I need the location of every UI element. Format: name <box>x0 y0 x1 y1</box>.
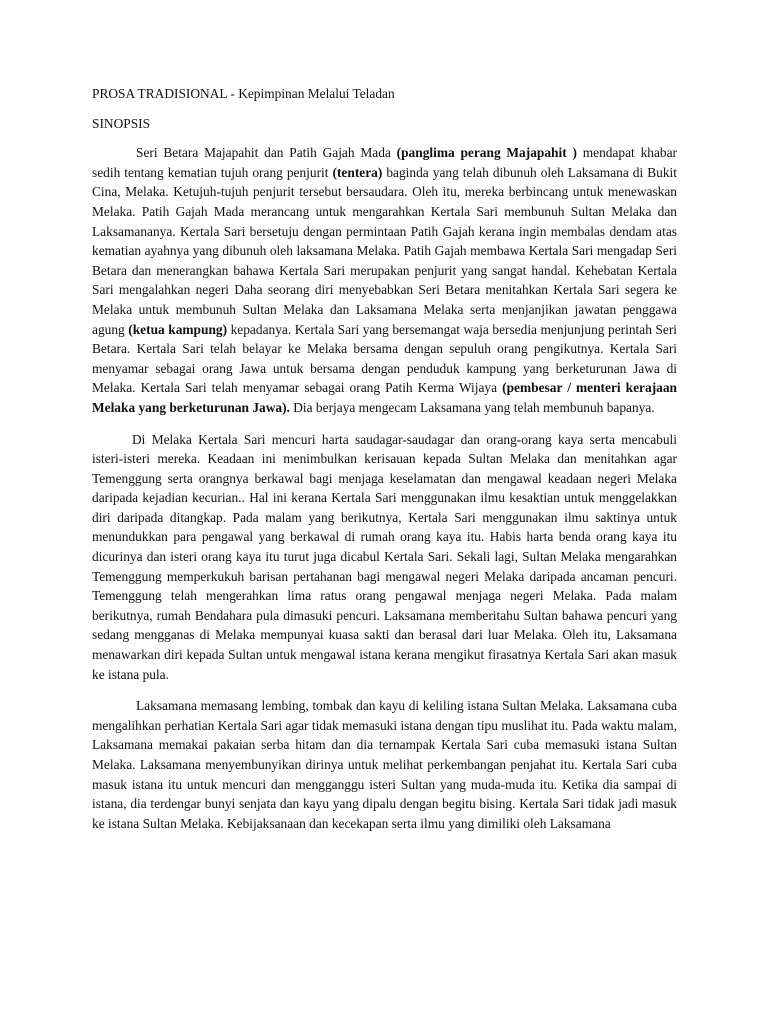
section-heading-sinopsis: SINOPSIS <box>92 115 151 131</box>
document-title: PROSA TRADISIONAL - Kepimpinan Melalui Teladan <box>92 86 395 101</box>
bold-text-run: (pembesar / menteri kerajaan Melaka yang berketurunan Jawa). <box>92 380 677 415</box>
text-run: Seri Betara Majapahit dan Patih Gajah Mada <box>136 145 397 161</box>
paragraph-1 <box>92 143 677 417</box>
text-run: kepadanya. Kertala Sari yang bersemangat waja bersedia menjunjung perintah Seri Betara. Kertala Sari telah belayar ke Melaka bersama dengan sepuluh orang pengikutnya. Kertala Sari menyamar sebagai orang Jawa untuk bersama dengan penduduk kampung yang berketurunan Jawa di Melaka. Kertala Sari telah menyamar sebagai orang Patih Kerma Wijaya <box>92 321 678 396</box>
text-run: mendapat khabar sedih tentang kematian tujuh orang penjurit <box>92 145 677 180</box>
text-run: Dia berjaya mengecam Laksamana yang telah membunuh bapanya. <box>289 399 655 415</box>
bold-text-run: (panglima perang Majapahit ) <box>396 145 577 161</box>
document-body <box>92 84 677 845</box>
paragraph-2 <box>92 430 677 685</box>
text-run: baginda yang telah dibunuh oleh Laksamana di Bukit Cina, Melaka. Ketujuh-tujuh penjurit tersebut bersaudara. Oleh itu, mereka berbincang untuk menewaskan Melaka. Patih Gajah Mada merancang untuk mengarahkan Kertala Sari membunuh Sultan Melaka dan Laksamananya. Kertala Sari bersetuju dengan permintaan Patih Gajah kerana ingin membalas dendam atas kematian ayahnya yang dibunuh oleh laksamana Melaka. Patih Gajah membawa Kertala Sari mengadap Seri Betara dan menerangkan bahawa Kertala Sari merupakan penjurit yang sangat handal. Kehebatan Kertala Sari mengalahkan negeri Daha seorang diri menyebabkan Seri Betara menitahkan Kertala Sari segera ke Melaka untuk membunuh Sultan Melaka dan Laksamana Melaka serta menjanjikan jawatan penggawa agung <box>92 164 677 337</box>
paragraph-3 <box>92 696 677 833</box>
bold-text-run: (tentera) <box>332 164 383 180</box>
text-run: Di Melaka Kertala Sari mencuri harta saudagar-saudagar dan orang-orang kaya serta mencabuli isteri-isteri mereka. Keadaan ini menimbulkan kerisauan kepada Sultan Melaka dan menitahkan agar Temenggung serta orangnya berkawal bagi menjaga keselamatan dan mengawal keadaan negeri Melaka daripada kejadian kecurian.. Hal ini kerana Kertala Sari menggunakan ilmu kesaktian untuk menggelakkan diri daripada ditangkap. Pada malam yang berikutnya, Kertala Sari menggunakan ilmu saktinya untuk menundukkan para pengawal yang berkawal di rumah orang kaya itu. Habis harta benda orang kaya itu dicurinya dan isteri orang kaya itu turut juga dicabul Kertala Sari. Sekali lagi, Sultan Melaka mengarahkan Temenggung memperkukuh barisan pertahanan bagi mengawal negeri Melaka daripada ancaman pencuri. Temenggung telah mengerahkan lima ratus orang pengawal menjaga negeri Melaka. Pada malam berikutnya, rumah Bendahara pula dimasuki pencuri. Laksamana memberitahu Sultan bahawa pencuri yang sedang mengganas di Melaka mempunyai kuasa sakti dan berasal dari luar Melaka. Oleh itu, Laksamana menawarkan diri kepada Sultan untuk mengawal istana kerana mengikut firasatnya Kertala Sari akan masuk ke istana pula. <box>92 431 677 682</box>
bold-text-run: (ketua kampung) <box>128 321 228 337</box>
text-run: Laksamana memasang lembing, tombak dan kayu di keliling istana Sultan Melaka. Laksamana cuba mengalihkan perhatian Kertala Sari agar tidak memasuki istana dengan tipu muslihat itu. Pada waktu malam, Laksamana memakai pakaian serba hitam dan dia ternampak Kertala Sari cuba memasuki istana Sultan Melaka. Laksamana menyembunyikan dirinya untuk melihat perkembangan penjahat itu. Kertala Sari cuba masuk istana itu untuk mencuri dan mengganggu isteri Sultan yang muda-muda itu. Ketika dia sampai di istana, dia terdengar bunyi senjata dan kayu yang dipalu dengan begitu bising. Kertala Sari tidak jadi masuk ke istana Sultan Melaka. Kebijaksanaan dan kecekapan serta ilmu yang dimiliki oleh Laksamana <box>92 698 677 831</box>
